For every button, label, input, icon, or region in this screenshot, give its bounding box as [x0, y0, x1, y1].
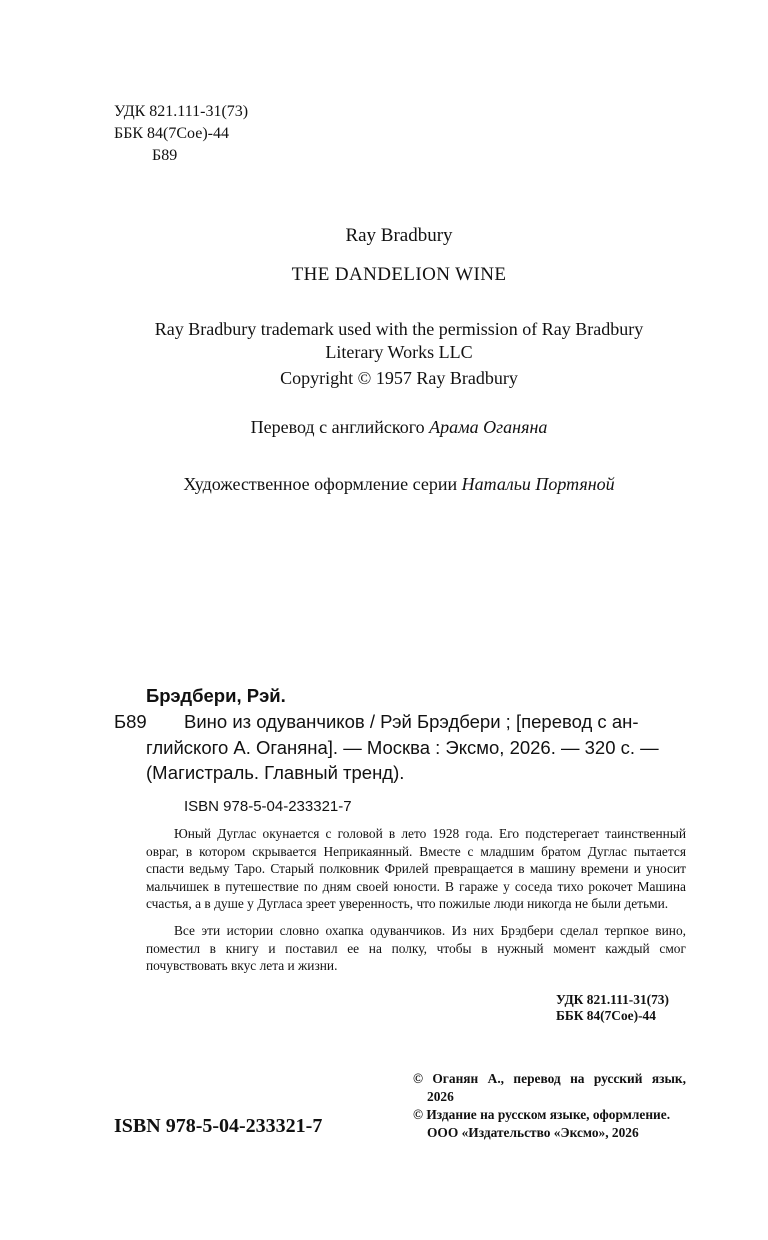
translator-name: Арама Оганяна [429, 417, 548, 437]
translation-credit [0, 416, 768, 439]
biblio-line-2: глийского А. Оганяна]. — Москва : Эксмо, 2026. — 320 с. — [146, 737, 659, 758]
trademark-line-1: Ray Bradbury trademark used with the permission of Ray Bradbury [154, 319, 644, 339]
isbn-large: ISBN 978-5-04-233321-7 [114, 1115, 323, 1137]
copyright-line: Copyright © 1957 Ray Bradbury [280, 368, 518, 388]
footer-bbk: ББК 84(7Сое)-44 [556, 1008, 656, 1023]
copyright-publisher-line: ООО «Издательство «Эксмо», 2026 [427, 1125, 639, 1140]
trademark-line-2: Literary Works LLC [325, 342, 473, 362]
footer-udk: УДК 821.111-31(73) [556, 992, 669, 1007]
biblio-line-3: (Магистраль. Главный тренд). [146, 762, 405, 783]
design-credit [0, 473, 768, 496]
design-prefix: Художественное оформление серии [183, 474, 458, 494]
original-title: THE DANDELION WINE [291, 264, 507, 285]
annotation-paragraph-2: Все эти истории словно охапка одуванчиков. Из них Брэдбери сделал терпкое вино, поместил в книгу и поставил ее на полку, чтобы в нужный момент каждый смог почувствовать вкус лета и жизни. [146, 922, 686, 974]
copyright-translation-year: 2026 [427, 1089, 454, 1104]
author-mark: Б89 [152, 147, 178, 164]
translation-prefix: Перевод с английского [250, 417, 425, 437]
biblio-heading: Брэдбери, Рэй. [146, 685, 286, 706]
annotation [146, 825, 686, 975]
udk-code: УДК 821.111-31(73) [114, 103, 249, 120]
original-author: Ray Bradbury [345, 225, 453, 246]
biblio-isbn: ISBN 978-5-04-233321-7 [184, 798, 352, 815]
biblio-line-1: Вино из одуванчиков / Рэй Брэдбери ; [перевод с ан- [184, 711, 639, 732]
biblio-mark: Б89 [114, 711, 147, 732]
bbk-code: ББК 84(7Сое)-44 [114, 125, 229, 142]
designer-name: Натальи Портяной [461, 474, 615, 494]
copyright-edition-line: © Издание на русском языке, оформление. [413, 1107, 671, 1122]
annotation-paragraph-1: Юный Дуглас окунается с головой в лето 1928 года. Его подстерегает таинственный овраг, в котором скрывается Неприкаянный. Вместе с младшим братом Дуглас пытается спасти ведьму Таро. Старый полковник Фрилей превращается в машину времени и уносит мальчишек в путешествие по дням своей юности. В гараже у соседа тихо рокочет Машина счастья, а в душе у Дугласа зреет уверенность, что пожилые люди никогда не были детьми. [146, 826, 686, 912]
copyright-translation-line-1: © Оганян А., перевод на русский язык, [413, 1071, 686, 1086]
